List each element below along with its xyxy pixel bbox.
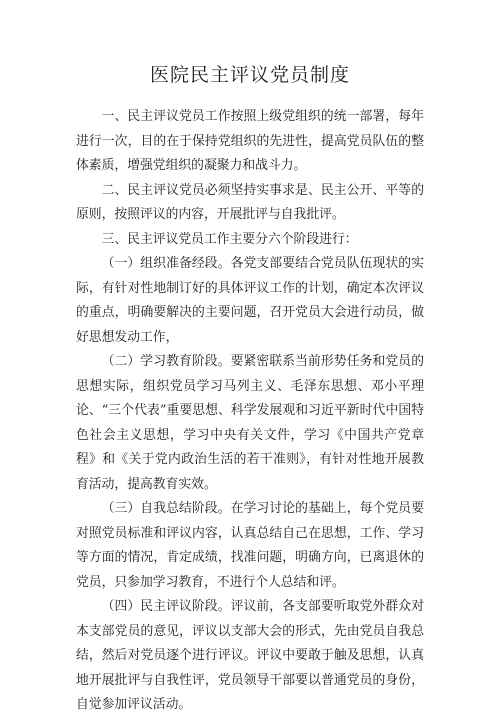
- paragraph-7: （四）民主评议阶段。评议前，各支部要听取党外群众对本支部党员的意见，评议以支部大会的形式，先由党员自我总结，然后对党员逐个进行评议。评议中要敢于触及思想，认真地开展批评与自我性评，党员领导干部要以普通党员的身份，自觉参加评议活动。: [76, 599, 424, 712]
- paragraph-2: 二、民主评议党员必须坚持实事求是、民主公开、平等的原则，按照评议的内容，开展批评与自我批评。: [76, 182, 424, 222]
- paragraph-6: （三）自我总结阶段。在学习讨论的基础上，每个党员要对照党员标准和评议内容，认真总结自己在思想，工作、学习等方面的情况，肯定成绩，找准问题，明确方向，已离退休的党员，只参加学习教育，不进行个人总结和评。: [76, 501, 424, 590]
- paragraph-3: 三、民主评议党员工作主要分六个阶段进行：: [101, 231, 358, 247]
- paragraph-1: 一、民主评议党员工作按照上级党组织的统一部署，每年进行一次，目的在于保持党组织的先进性，提高党员队伍的整体素质，增强党组织的凝聚力和战斗力。: [76, 109, 424, 173]
- paragraph-5: （二）学习教育阶段。要紧密联系当前形势任务和党员的思想实际，组织党员学习马列主义、毛泽东思想、邓小平理论、“三个代表”重要思想、科学发展观和习近平新时代中国特色社会主义思想，学习中央有关文件，学习《中国共产党章程》和《关于党内政治生活的若干准则》，有针对性地开展教育活动，提高教育实效。: [76, 354, 424, 492]
- paragraph-4: （一）组织准备经段。各党支部要结合党员队伍现状的实际，有针对性地制订好的具体评议工作的计划，确定本次评议的重点，明确要解决的主要问题，召开党员大会进行动员，做好思想发动工作，: [76, 256, 424, 345]
- document-title: 医院民主评议党员制度: [149, 64, 350, 86]
